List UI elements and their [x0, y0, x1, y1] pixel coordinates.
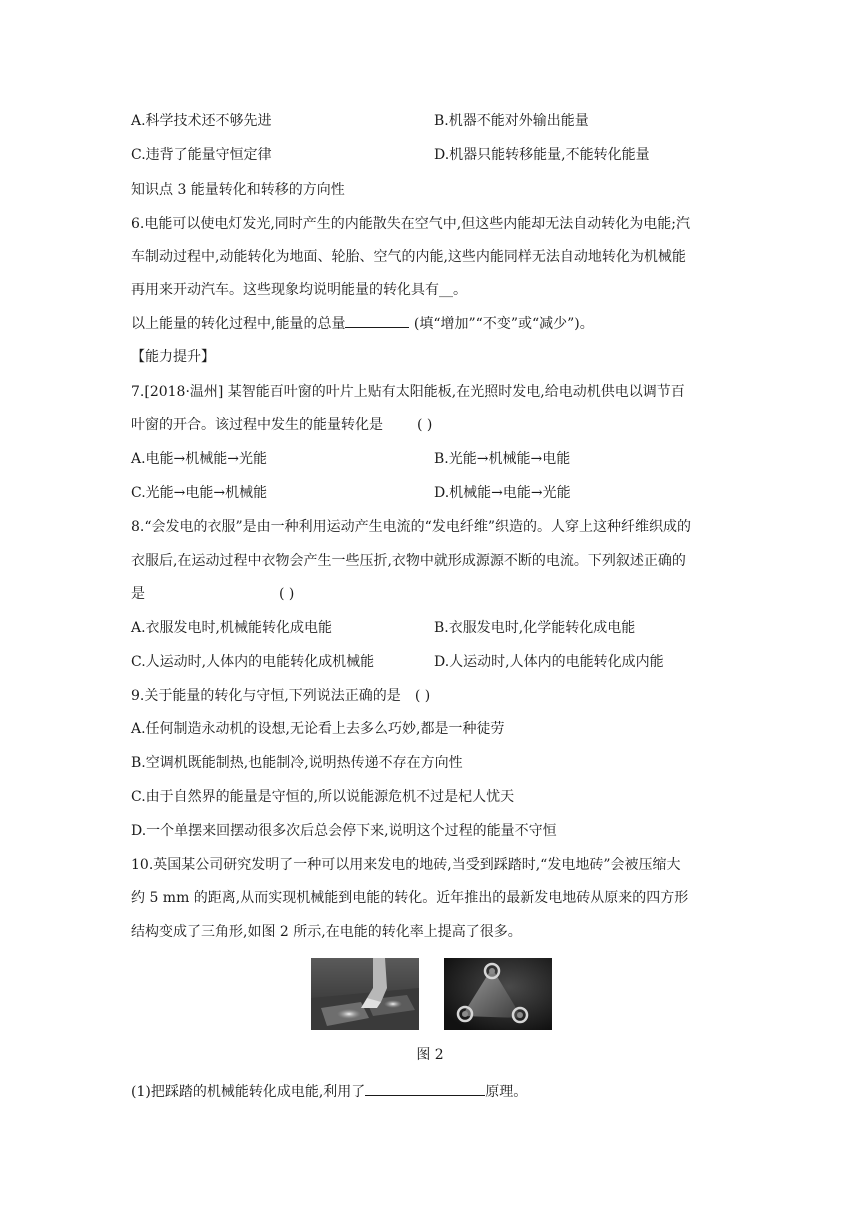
- q5-option-a: A.科学技术还不够先进: [131, 113, 272, 129]
- q9-option-a: A.任何制造永动机的设想,无论看上去多么巧妙,都是一种徒劳: [131, 721, 505, 737]
- q8-option-c: C.人运动时,人体内的电能转化成机械能: [131, 654, 375, 670]
- q10-sub-1: [131, 1081, 527, 1102]
- q7-option-b: B.光能→机械能→电能: [434, 451, 571, 467]
- q8-line-3: [131, 584, 294, 604]
- q9-answer-paren[interactable]: ( ): [414, 688, 431, 704]
- q6-line-4: [131, 313, 594, 334]
- figure-2-triangle-tile-photo: [444, 958, 552, 1030]
- q9-stem: [131, 686, 430, 706]
- section-ability-title: 【能力提升】: [131, 349, 215, 365]
- q8-answer-paren[interactable]: ( ): [279, 586, 295, 602]
- q8-option-b: B.衣服发电时,化学能转化成电能: [434, 620, 636, 636]
- q10-line-2: 约 5 mm 的距离,从而实现机械能到电能的转化。近年推出的最新发电地砖从原来的四方形: [131, 890, 689, 906]
- q7-option-c: C.光能→电能→机械能: [131, 485, 268, 501]
- q7-option-a: A.电能→机械能→光能: [131, 451, 268, 467]
- q7-line-2: [131, 415, 432, 435]
- q8-option-d: D.人运动时,人体内的电能转化成内能: [434, 654, 664, 670]
- q6-answer-blank[interactable]: [345, 313, 409, 328]
- q9-option-d: D.一个单摆来回摆动很多次后总会停下来,说明这个过程的能量不守恒: [131, 823, 557, 839]
- q5-option-c: C.违背了能量守恒定律: [131, 147, 272, 163]
- q9-stem-text: 9.关于能量的转化与守恒,下列说法正确的是: [131, 688, 401, 704]
- q5-option-d: D.机器只能转移能量,不能转化能量: [434, 147, 650, 163]
- q6-line-3: 再用来开动汽车。这些现象均说明能量的转化具有__。: [131, 282, 467, 298]
- q7-answer-paren[interactable]: ( ): [417, 417, 433, 433]
- q6-line-1: 6.电能可以使电灯发光,同时产生的内能散失在空气中,但这些内能却无法自动转化为电能;汽: [131, 216, 690, 232]
- q10-sub-1-answer-blank[interactable]: [365, 1081, 485, 1096]
- q10-sub-1-suffix: 原理。: [485, 1084, 528, 1100]
- q10-line-1: 10.英国某公司研究发明了一种可以用来发电的地砖,当受到踩踏时,“发电地砖”会被压缩大: [131, 857, 681, 873]
- q8-line-2: 衣服后,在运动过程中衣物会产生一些压折,衣物中就形成源源不断的电流。下列叙述正确的: [131, 553, 686, 569]
- q8-line-1: 8.“会发电的衣服”是由一种利用运动产生电流的“发电纤维”织造的。人穿上这种纤维织成的: [131, 519, 691, 535]
- figure-2-caption: 图 2: [416, 1047, 444, 1063]
- q7-option-d: D.机械能→电能→光能: [434, 485, 571, 501]
- q8-option-a: A.衣服发电时,机械能转化成电能: [131, 620, 333, 636]
- figure-2-stepping-photo: [311, 958, 419, 1030]
- q6-line-4-suffix: (填“增加”“不变”或“减少”)。: [409, 316, 594, 332]
- q6-line-4-prefix: 以上能量的转化过程中,能量的总量: [131, 316, 346, 332]
- q7-stem-end: 叶窗的开合。该过程中发生的能量转化是: [131, 417, 383, 433]
- q10-sub-1-prefix: (1)把踩踏的机械能转化成电能,利用了: [131, 1084, 366, 1100]
- q6-line-2: 车制动过程中,动能转化为地面、轮胎、空气的内能,这些内能同样无法自动地转化为机械能: [131, 249, 686, 265]
- q9-option-c: C.由于自然界的能量是守恒的,所以说能源危机不过是杞人忧天: [131, 789, 515, 805]
- q8-stem-end: 是: [131, 586, 145, 602]
- q5-option-b: B.机器不能对外输出能量: [434, 113, 589, 129]
- section-3-title: 知识点 3 能量转化和转移的方向性: [131, 182, 345, 198]
- q9-option-b: B.空调机既能制热,也能制冷,说明热传递不存在方向性: [131, 755, 463, 771]
- q7-line-1: 7.[2018·温州] 某智能百叶窗的叶片上贴有太阳能板,在光照时发电,给电动机供电以调节百: [131, 384, 685, 400]
- q10-line-3: 结构变成了三角形,如图 2 所示,在电能的转化率上提高了很多。: [131, 924, 522, 940]
